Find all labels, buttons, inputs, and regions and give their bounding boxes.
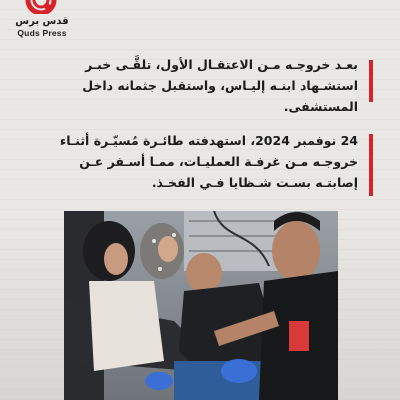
accent-bar	[369, 60, 373, 102]
photo-scene-icon	[64, 211, 338, 400]
paragraph-2: 24 نوفمبر 2024، استهدفته طائـرة مُسيّـرة أثنـاء خروجـه مـن غرفـة العمليـات، ممـا أسـفر عـن إصابتـه بسـت شـظايا فـي الفخـذ.	[59, 133, 358, 190]
paragraph-1: بعـد خروجـه مـن الاعتقـال الأول، تلقَّـى خبـر استشـهاد ابنـه إليـاس، واستقبل جثمانه داخل المستشفى.	[82, 57, 358, 114]
hospital-photo	[64, 211, 338, 400]
accent-bar	[369, 134, 373, 196]
brand-name-english: Quds Press	[17, 28, 67, 38]
brand-logo	[10, 0, 74, 40]
logo-mark-icon	[24, 0, 58, 14]
brand-name-arabic: قدس برس	[15, 16, 69, 27]
